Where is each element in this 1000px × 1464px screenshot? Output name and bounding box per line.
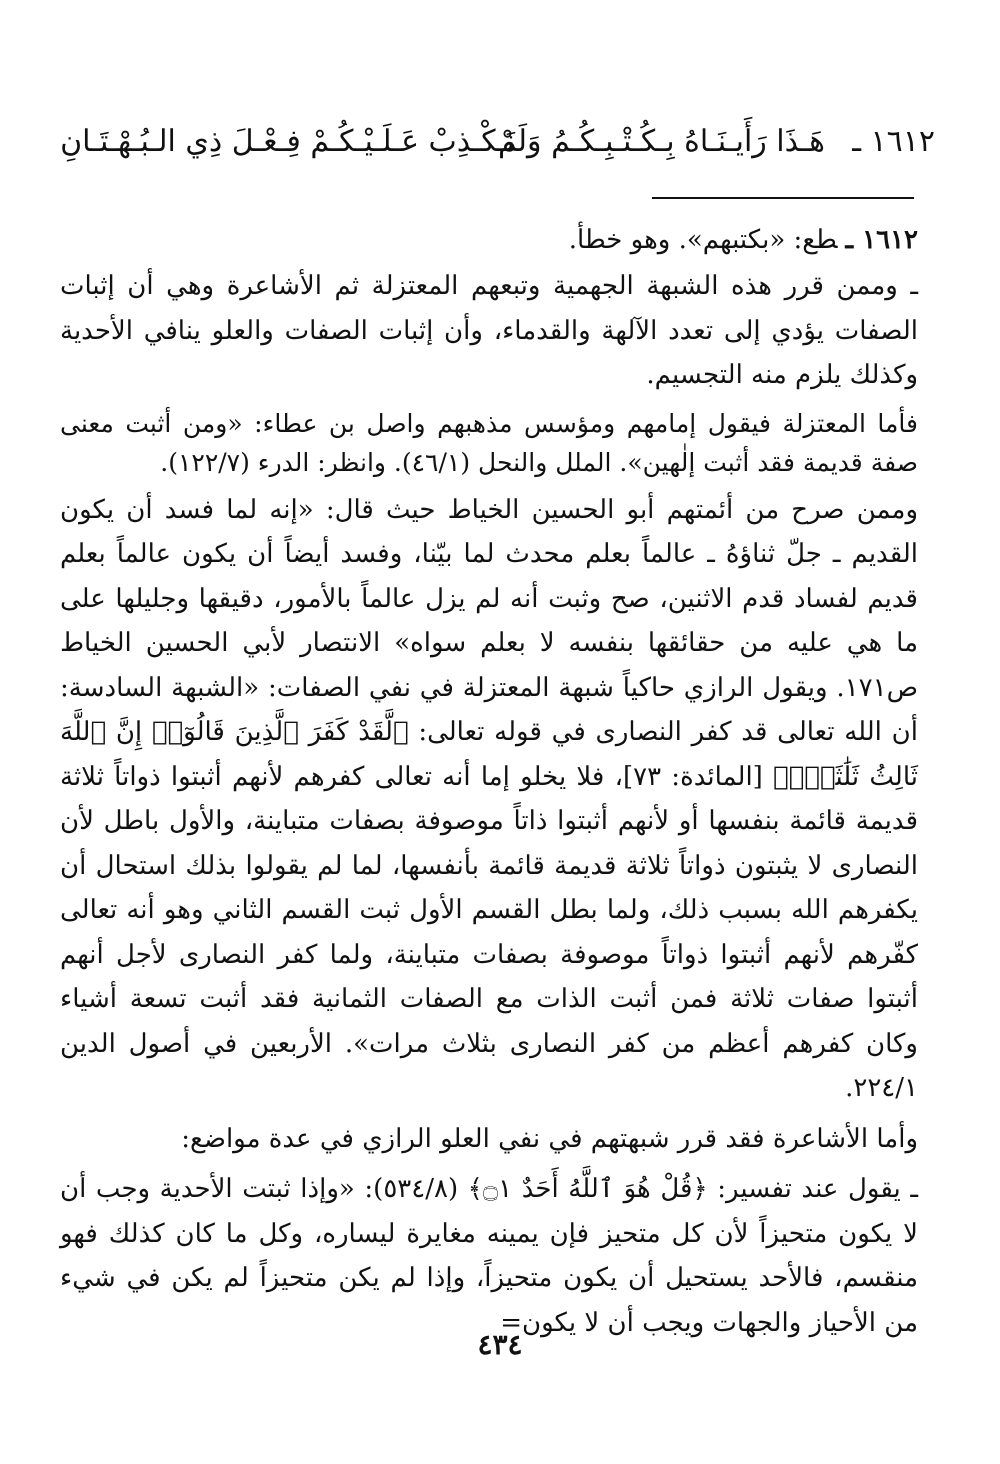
verse-second-hemistich: نَـكْـذِبْ عَـلَـيْـكُـمْ فِـعْـلَ ذِي الـبُـهْـتَـانِ [60,124,515,159]
paragraph-ashaira: وأما الأشاعرة فقد قرر شبهتهم في نفي العلو الرازي في عدة مواضع: [181,1123,918,1154]
footnote-heading [60,218,918,262]
footnote-separator [652,197,914,199]
page-number: ٤٣٤ [477,1328,523,1361]
verse-first-hemistich: هَـذَا رَأَيـنَـاهُ بِـكُـتْـبِـكُـمُ وَلَمْ [497,124,825,159]
footnotes [60,218,918,1351]
paragraph-mutazila: فأما المعتزلة فيقول إمامهم ومؤسس مذهبهم واصل بن عطاء: «ومن أثبت معنى صفة قديمة فقد أثبت إلٰهين». الملل والنحل (٤٦/١). وانظر: الدرء (١٢٢/٧). [60,408,918,477]
paragraph-intro: ـ وممن قرر هذه الشبهة الجهمية وتبعهم المعتزلة ثم الأشاعرة وهي أن إثبات الصفات يؤدي إلى تعدد الآلهة والقدماء، وأن إثبات الصفات والعلو ينافي الأحدية وكذلك يلزم منه التجسيم. [60,271,918,390]
verse-number: ١٦١٢ ـ [852,124,935,159]
footnote-text: طع: «بكتبهم». وهو خطأ. [568,225,838,255]
footnote-number: ١٦١٢ ـ [845,225,918,255]
paragraph-khayyat: وممن صرح من أئمتهم أبو الحسين الخياط حيث قال: «إنه لما فسد أن يكون القديم ـ جلّ ثناؤهُ ـ عالماً بعلم محدث لما بيّنا، وفسد أيضاً أن يكون عالماً بعلم قديم لفساد قدم الاثنين، صح وثبت أنه لم يزل عالماً بالأمور، دقيقها وجليلها على ما هي عليه من حقائقها بنفسه لا بعلم سواه» الانتصار لأبي الحسين الخياط ص١٧١. ويقول الرازي حاكياً شبهة المعتزلة في نفي الصفات: «الشبهة السادسة: أن الله تعالى قد كفر النصارى في قوله تعالى: ﴿لَّقَدْ كَفَرَ ٱلَّذِينَ قَالُوٓا۟ إِنَّ ٱللَّهَ ثَالِثُ ثَلَٰثَةٍۘ﴾ [المائدة: ٧٣]، فلا يخلو إما أنه تعالى كفرهم لأنهم أثبتوا ذواتاً ثلاثة قديمة قائمة بنفسها أو لأنهم أثبتوا ذاتاً موصوفة بصفات متباينة، والأول باطل لأن النصارى لا يثبتون ذواتاً ثلاثة قديمة قائمة بأنفسها، لما لم يقولوا بذلك استحال أن يكفرهم الله بسبب ذلك، ولما بطل القسم الأول ثبت القسم الثاني وهو أنه تعالى كفّرهم لأنهم أثبتوا ذواتاً موصوفة بصفات متباينة، ولما كفر النصارى لأجل أنهم أثبتوا صفات ثلاثة فمن أثبت الذات مع الصفات الثمانية فقد أثبت تسعة أشياء وكان كفرهم أعظم من كفر النصارى بثلاث مرات». الأربعين في أصول الدين ٢٢٤/١. [60,494,918,1103]
verse-line [60,112,935,172]
paragraph-tafsir: ـ يقول عند تفسير: ﴿قُلْ هُوَ ٱللَّهُ أَحَدٌ ۝١﴾ (٥٣٤/٨): «وإذا ثبتت الأحدية وجب أن لا يكون متحيزاً لأن كل متحيز فإن يمينه مغايرة ليساره، وكل ما كان كذلك فهو منقسم، فالأحد يستحيل أن يكون متحيزاً، وإذا لم يكن متحيزاً لم يكن في شيء من الأحياز والجهات ويجب أن لا يكون= [60,1174,918,1338]
